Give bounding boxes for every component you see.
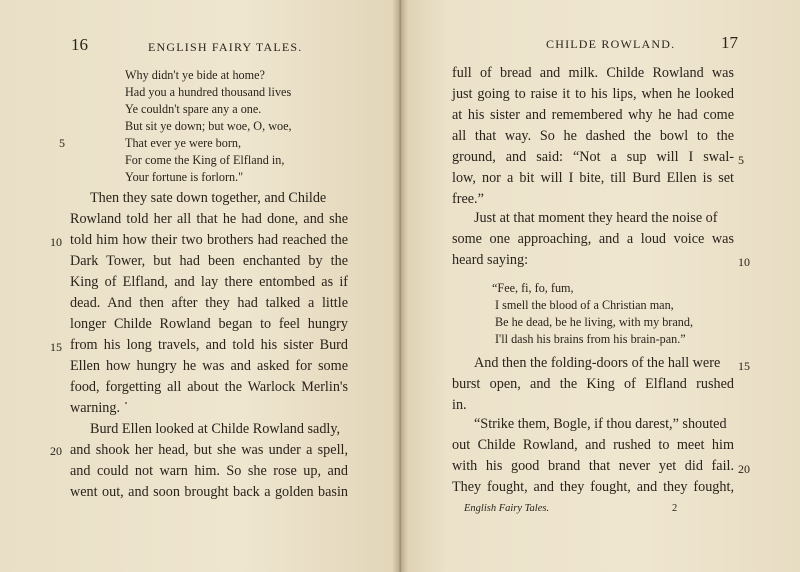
text-line: low, nor a bit will I bite, till Burd Ellen is set [452,170,734,186]
right-page [400,0,800,572]
line-number: 15 [50,340,62,354]
text-line: from his long travels, and told his sister Burd [70,337,348,353]
text-line: King of Elfland, and lay there entombed as if [70,274,348,290]
text-line: dead. And then after they had talked a little [70,295,348,311]
text-line: burst open, and the King of Elfland rushed [452,376,734,392]
text-line: and could not warn him. So she rose up, and [70,463,348,479]
text-line: full of bread and milk. Childe Rowland was [452,65,734,81]
book-gutter [392,0,408,572]
text-line: longer Childe Rowland began to feel hungry [70,316,348,332]
text-line: free.” [452,191,484,207]
text-line: told him how their two brothers had reached the [70,232,348,248]
line-number: 15 [738,359,750,373]
verse-line: Your fortune is forlorn." [125,170,244,184]
text-line: They fought, and they fought, and they fought, [452,479,734,495]
signature-title: English Fairy Tales. [464,503,550,514]
running-head: ENGLISH FAIRY TALES. [148,40,303,54]
text-line: “Strike them, Bogle, if thou darest,” shouted [474,416,727,432]
verse-line: Why didn't ye bide at home? [125,68,265,82]
verse-line: That ever ye were born, [125,136,242,150]
line-number: 20 [50,444,62,458]
text-line: food, forgetting all about the Warlock Merlin's [70,379,348,395]
verse-line: Ye couldn't spare any a one. [125,102,262,116]
text-line: Dark Tower, but had been enchanted by the [70,253,348,269]
line-number: 5 [59,136,65,150]
text-line: just going to raise it to his lips, when he looked [452,86,734,102]
text-line: Burd Ellen looked at Childe Rowland sadly, [90,421,341,437]
verse-line: Had you a hundred thousand lives [125,85,292,99]
verse-line: For come the King of Elfland in, [125,153,285,167]
text-line: And then the folding-doors of the hall were [474,355,721,371]
text-line: Rowland told her all that he had done, and she [70,211,348,227]
verse-line: I smell the blood of a Christian man, [495,298,674,312]
running-head: CHILDE ROWLAND. [546,37,676,51]
text-line: and shook her head, but she was under a spell, [70,442,348,458]
text-line: some one approaching, and a loud voice was [452,231,734,247]
signature-number: 2 [672,503,678,514]
verse-line: But sit ye down; but woe, O, woe, [125,119,292,133]
ink-speck [125,402,127,404]
verse-line: “Fee, fi, fo, fum, [492,281,574,295]
line-number: 20 [738,462,750,476]
text-line: with his good brand that never yet did fail. [452,458,734,474]
text-line: went out, and soon brought back a golden basin [70,484,348,500]
page-number: 17 [721,33,738,52]
text-line: all that way. So he dashed the bowl to the [452,128,734,144]
line-number: 5 [738,153,744,167]
text-line: at his sister and remembered why he had come [452,107,734,123]
text-line: Ellen how hungry he was and asked for some [70,358,348,374]
text-line: Then they sate down together, and Childe [90,190,327,206]
line-number: 10 [738,255,750,269]
line-number: 10 [50,235,62,249]
text-line: Just at that moment they heard the noise of [474,210,718,226]
text-line: warning. [70,400,121,416]
verse-line: Be he dead, be he living, with my brand, [495,315,693,329]
text-line: heard saying: [452,252,529,268]
verse-line: I'll dash his brains from his brain-pan.” [495,332,686,346]
text-line: in. [452,397,467,413]
text-line: ground, and said: “Not a sup will I swal- [452,149,734,165]
page-number: 16 [71,35,88,54]
text-line: out Childe Rowland, and rushed to meet him [452,437,734,453]
